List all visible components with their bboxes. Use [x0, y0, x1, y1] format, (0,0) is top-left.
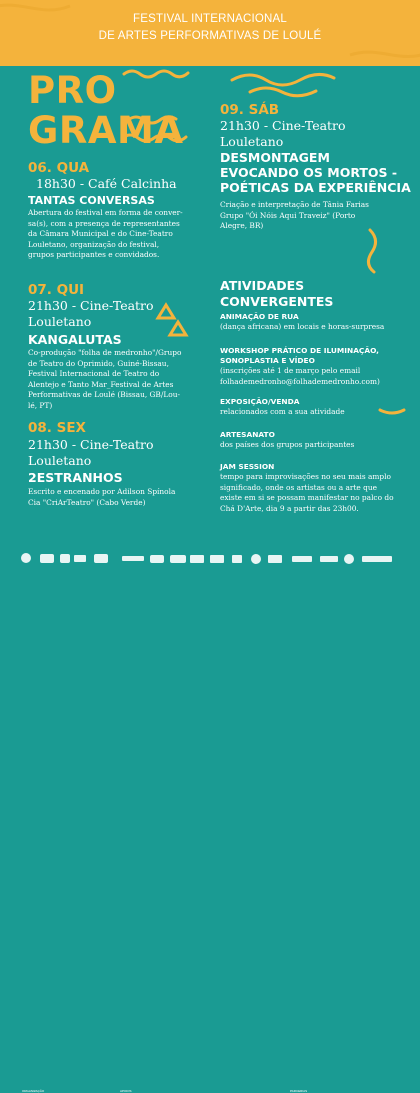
event-day: 06. QUA: [28, 160, 90, 176]
venue-line: Louletano: [28, 453, 92, 468]
activity-description: significado, onde os artistas ou a arte que: [220, 482, 378, 492]
logo-mark: [60, 554, 70, 563]
venue-line: 21h30 - Cine-Teatro: [28, 437, 154, 452]
activity-description: (inscrições até 1 de março pelo email: [220, 366, 361, 375]
description-line: Escrito e encenado por Adilson Spínola: [28, 487, 176, 496]
event-day: 07. QUI: [28, 282, 85, 298]
logo-mark: [190, 555, 204, 563]
logo-mark: [122, 556, 144, 561]
festival-title-line-1: FESTIVAL INTERNACIONAL: [133, 13, 287, 25]
description-line: Louletano, organização do festival,: [28, 239, 160, 249]
description-line: Abertura do festival em forma de conver-: [28, 208, 183, 217]
description-line: grupos participantes e convidados.: [28, 250, 160, 259]
activity-title: SONOPLASTIA E VÍDEO: [220, 356, 315, 365]
logo-mark: [232, 555, 242, 563]
heading-line: ATIVIDADES: [220, 278, 305, 293]
event-day: 09. SÁB: [220, 102, 280, 118]
heading-line: CONVERGENTES: [220, 294, 334, 309]
description-line: Cia "CriArTeatro" (Cabo Verde): [28, 497, 146, 507]
logo-mark: [74, 555, 86, 562]
activity-item: [220, 346, 392, 387]
event-venue: [28, 437, 154, 469]
show-title-line: DESMONTAGEM: [220, 150, 330, 165]
activity-item: [220, 430, 392, 451]
activity-title: WORKSHOP PRÁTICO DE ILUMINAÇÃO,: [220, 346, 379, 355]
description-line: Grupo "Ói Nóis Aqui Traveiz" (Porto: [220, 210, 356, 220]
logo-mark: [40, 554, 54, 563]
activity-description: relacionados com a sua atividade: [220, 407, 345, 416]
logo-mark: [170, 555, 186, 563]
description-line: Criação e interpretação de Tânia Farias: [220, 200, 369, 209]
logo-mark: [320, 556, 338, 562]
wave-decoration: [250, 88, 316, 96]
logo-mark: [344, 554, 354, 564]
activity-title: JAM SESSION: [220, 462, 275, 471]
event-venue: [28, 298, 154, 330]
logo-mark: [268, 555, 282, 563]
event-day: 08. SEX: [28, 420, 86, 436]
squiggle-decoration: [124, 71, 188, 77]
logo-group-label: ORGANIZAÇÃO: [22, 1089, 45, 1093]
wave-decoration: [368, 230, 375, 272]
description-line: Alegre, BR): [220, 221, 264, 230]
event-description: [28, 208, 198, 261]
activity-title: ARTESANATO: [220, 430, 275, 439]
description-line: da Câmara Municipal e do Cine-Teatro: [28, 229, 173, 238]
logo-mark: [292, 556, 312, 562]
triangle-decoration: [170, 322, 186, 335]
activity-item: [220, 462, 394, 514]
show-title-line: EVOCANDO OS MORTOS -: [220, 165, 398, 180]
logo-mark: [210, 555, 224, 563]
venue-line: Louletano: [28, 314, 92, 329]
event-venue: [220, 118, 346, 150]
venue-line: 21h30 - Cine-Teatro: [220, 118, 346, 133]
activity-title: ANIMAÇÃO DE RUA: [220, 312, 299, 321]
event-show-title: KANGALUTAS: [28, 332, 122, 347]
logo-mark: [21, 553, 31, 563]
event-description: [28, 487, 200, 508]
show-title-line: POÉTICAS DA EXPERIÊNCIA: [220, 180, 411, 195]
logo-group-label: PARCERIAS: [290, 1089, 308, 1093]
activity-description: Chá D'Arte, dia 9 a partir das 23h00.: [220, 503, 359, 513]
activity-item: [220, 312, 392, 333]
activity-title: EXPOSIÇÃO/VENDA: [220, 397, 300, 406]
event-description: [220, 200, 392, 232]
event-venue: 18h30 - Café Calcinha: [36, 176, 177, 191]
activity-description: existe em si se possam manifestar no palco do: [220, 493, 394, 502]
description-line: Alentejo e Tanto Mar_Festival de Artes: [28, 379, 174, 389]
description-line: lé, PT): [28, 400, 53, 410]
activity-description: folhademedronho@folhademedronho.com): [220, 376, 380, 386]
activity-description: dos países dos grupos participantes: [220, 440, 355, 449]
venue-line: Louletano: [220, 134, 284, 149]
description-line: Performativas de Loulé (Bissau, GB/Lou-: [28, 390, 180, 399]
logo-mark: [251, 554, 261, 564]
activity-item: [220, 397, 392, 418]
triangle-decoration: [158, 305, 174, 318]
event-show-title: [220, 150, 411, 195]
event-description: [28, 348, 200, 411]
logo-mark: [150, 555, 164, 563]
wave-decoration: [232, 74, 334, 85]
logo-mark: [362, 556, 392, 562]
program-title-line-1: PRO: [28, 69, 117, 112]
event-show-title: 2ESTRANHOS: [28, 470, 123, 485]
program-title-line-2: GRAMA: [28, 109, 184, 152]
sponsor-logos: [0, 545, 420, 573]
festival-title-line-2: DE ARTES PERFORMATIVAS DE LOULÉ: [98, 30, 322, 42]
description-line: Festival Internacional de Teatro do: [28, 369, 160, 378]
logo-group-label: APOIOS: [120, 1089, 132, 1093]
description-line: Co-produção "folha de medronho"/Grupo: [28, 348, 182, 357]
event-show-title: TANTAS CONVERSAS: [28, 194, 155, 207]
activity-description: tempo para improvisações no seu mais amplo: [220, 472, 391, 481]
activity-description: (dança africana) em locais e horas-surpresa: [220, 322, 385, 331]
description-line: de Teatro do Oprimido, Guiné-Bissau,: [28, 358, 169, 368]
description-line: sa(s), com a presença de representantes: [28, 218, 180, 228]
logo-mark: [94, 554, 108, 563]
venue-line: 21h30 - Cine-Teatro: [28, 298, 154, 313]
activities-heading: [220, 278, 333, 310]
